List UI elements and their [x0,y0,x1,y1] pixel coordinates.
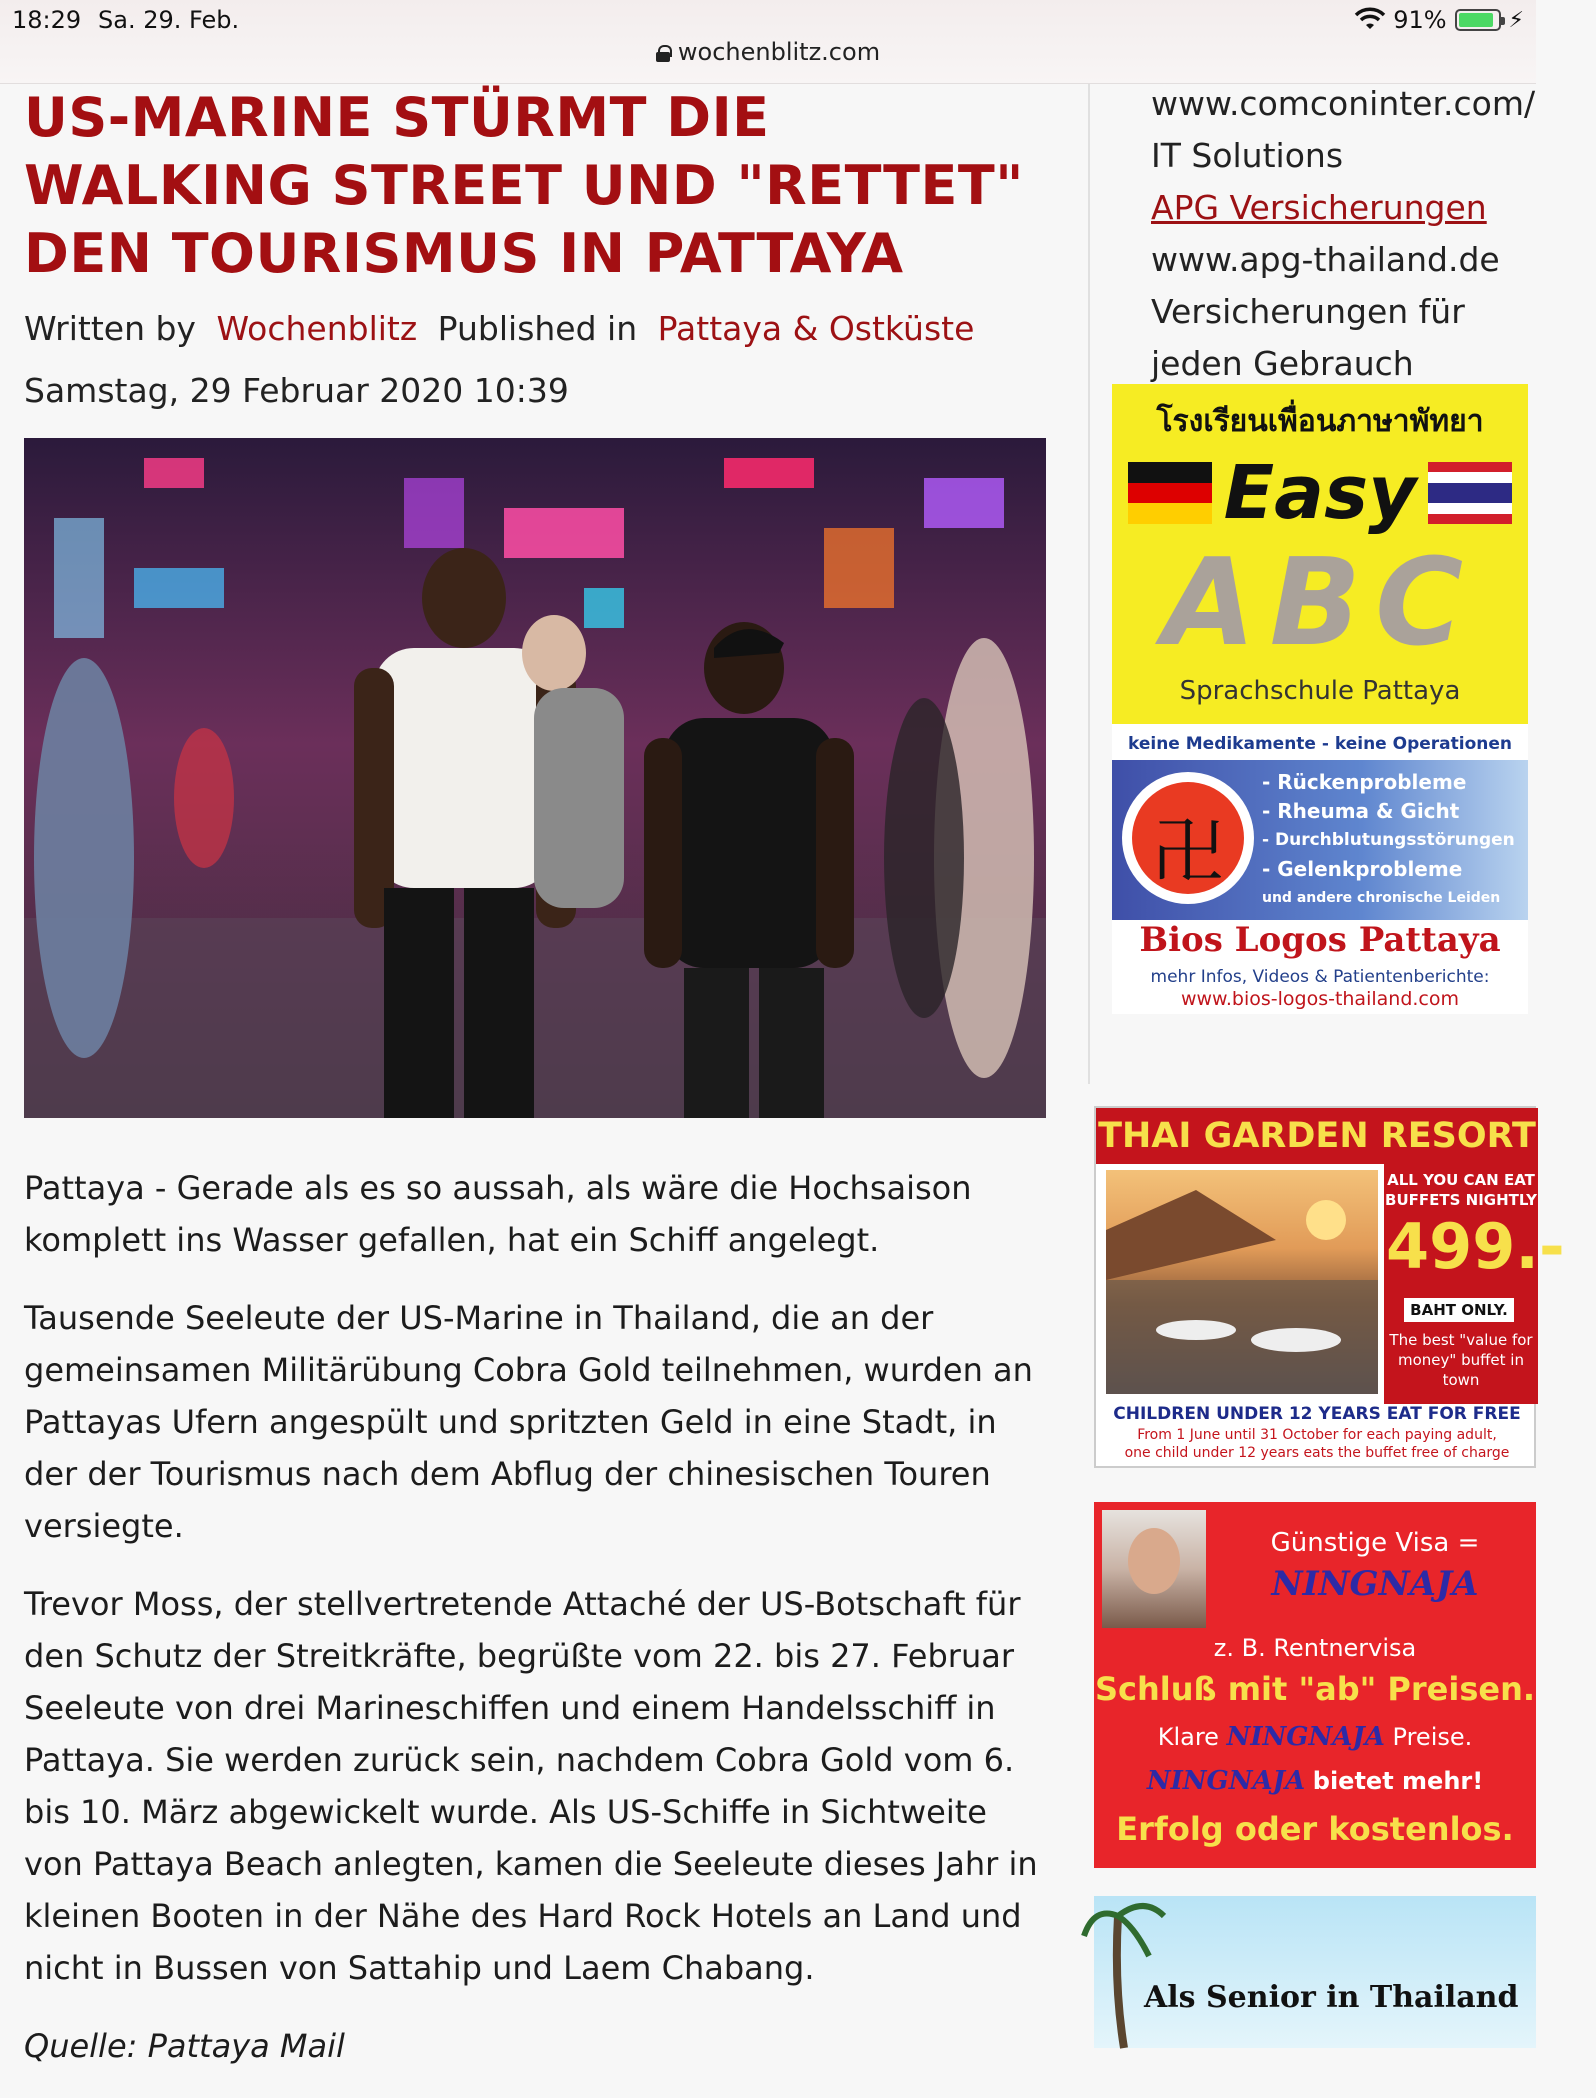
sidebar-partner-links [1151,78,1536,390]
charging-icon: ⚡ [1508,7,1524,33]
sidebar-divider [1088,84,1090,1084]
sidebar-text-line: www.comconinter.com/ [1151,84,1536,123]
abc-subtitle: Sprachschule Pattaya [1179,676,1461,706]
bios-list-extra: und andere chronische Leiden [1262,890,1501,906]
article-headline: US-MARINE STÜRMT DIE WALKING STREET UND "RETTET" DEN TOURISMUS IN PATTAYA [24,86,1024,285]
article-paragraph: Pattaya - Gerade als es so aussah, als wäre die Hochsaison komplett ins Wasser gefallen, hat ein Schiff angelegt. [24,1169,972,1259]
ad-easy-abc[interactable] [1112,384,1528,1014]
abc-easy: Easy [1223,450,1417,536]
lock-icon [656,45,670,61]
status-bar [0,0,1536,84]
abc-thai-text: โรงเรียนเพื่อนภาษาพัทยา [1156,404,1484,439]
address-bar[interactable] [0,38,1536,66]
bios-list-item: - Durchblutungsstörungen [1262,830,1515,850]
article-paragraph: Trevor Moss, der stellvertretende Attaché der US-Botschaft für den Schutz der Streitkräfte, begrüßte vom 22. bis 27. Februar Seeleute von drei Marineschiffen und einem Handelsschiff in Pattaya. Sie werden zurück sein, nachdem Cobra Gold vom 6. bis 10. März abgewickelt wurde. Als US-Schiffe in Sichtweite von Pattaya Beach anlegten, kamen die Seeleute dieses Jahr in kleinen Booten in der Nähe des Hard Rock Hotels an Land und nicht in Bussen von Sattahip und Laem Chabang. [24,1585,1038,1987]
battery-level [1459,13,1494,27]
article-meta [24,306,1044,352]
visa-line-1: Günstige Visa = [1270,1528,1480,1558]
url-text: wochenblitz.com [677,38,881,66]
visa-line-5 [1094,1766,1536,1796]
visa-line-4 [1094,1722,1536,1752]
visa-brand: NINGNAJA [1271,1564,1479,1604]
visa-brand-inline: NINGNAJA [1226,1722,1385,1752]
status-time: 18:29 [12,6,82,34]
bios-list [1262,768,1522,913]
article-body [24,1162,1044,2072]
wifi-icon [1355,9,1385,31]
bios-list-item: - Rückenprobleme [1262,770,1467,794]
bios-info [1112,966,1528,1010]
thai-baht: BAHT ONLY. [1404,1298,1514,1322]
palm-tree-icon [1094,1896,1154,2048]
apg-link[interactable]: APG Versicherungen [1151,188,1487,227]
bios-name: Bios Logos Pattaya [1139,920,1501,960]
battery-icon [1455,9,1501,31]
sidebar-text-line: jeden Gebrauch [1151,344,1414,383]
thai-title: THAI GARDEN RESORT [1096,1108,1538,1164]
senior-text: Als Senior in Thailand [1144,1980,1519,2015]
bios-panel [1112,760,1528,920]
ad-ningnaja-visa[interactable] [1094,1502,1536,1868]
sidebar-text-line: Versicherungen für [1151,292,1465,331]
sidebar-text-line: www.apg-thailand.de [1151,240,1500,279]
visa-line-6: Erfolg oder kostenlos. [1116,1810,1514,1848]
visa-line-3: Schluß mit "ab" Preisen. [1094,1670,1536,1708]
visa-line-5b: bietet mehr! [1312,1767,1484,1795]
article-date: Samstag, 29 Februar 2020 10:39 [24,371,569,410]
sidebar-text-line: IT Solutions [1151,136,1344,175]
visa-line-4a: Klare [1157,1723,1219,1751]
battery-percent: 91% [1393,6,1447,34]
thai-price: 499.- [1386,1210,1565,1283]
bios-info-text: mehr Infos, Videos & Patientenberichte: [1150,967,1490,987]
bios-list-item: - Rheuma & Gicht [1262,799,1460,823]
category-link[interactable]: Pattaya & Ostküste [657,309,975,348]
thai-best: The best "value for money" buffet in town [1389,1331,1533,1389]
thai-price-panel [1384,1164,1565,1404]
thai-small-line: From 1 June until 31 October for each paying adult, [1137,1427,1497,1443]
status-date: Sa. 29. Feb. [98,6,240,34]
thai-kids: CHILDREN UNDER 12 YEARS EAT FOR FREE [1113,1404,1521,1424]
bios-list-item: - Gelenkprobleme [1262,857,1463,881]
abc-banner [1112,384,1528,724]
visa-line-4b: Preise. [1392,1723,1473,1751]
ad-senior-thailand[interactable] [1094,1896,1536,2048]
abc-letters: ABC [1162,534,1478,673]
status-indicators [1355,6,1524,34]
bios-url: www.bios-logos-thailand.com [1180,988,1460,1010]
walking-street-photo [24,438,1046,1118]
published-label: Published in [437,309,638,348]
article [24,84,1044,2098]
article-source: Quelle: Pattaya Mail [24,2027,345,2065]
thai-photo [1106,1170,1378,1394]
article-photo[interactable] [24,438,1046,1118]
ad-thai-garden[interactable] [1094,1106,1565,1468]
thai-small-print [1096,1426,1538,1462]
author-link[interactable]: Wochenblitz [216,309,418,348]
bios-logo-icon [1122,772,1254,904]
thai-ayce: ALL YOU CAN EAT BUFFETS NIGHTLY [1385,1171,1537,1209]
thai-small-line: one child under 12 years eats the buffet free of charge [1124,1445,1510,1461]
visa-line-2: z. B. Rentnervisa [1213,1634,1417,1662]
article-paragraph: Tausende Seeleute der US-Marine in Thailand, die an der gemeinsamen Militärübung Cobra Gold teilnehmen, wurden an Pattayas Ufern angespült und spritzten Geld in eine Stadt, in der der Tourismus nach dem Abflug der chinesischen Touren versiegte. [24,1299,1033,1545]
written-by-label: Written by [24,309,196,348]
visa-brand-inline: NINGNAJA [1146,1766,1306,1796]
bios-band: keine Medikamente - keine Operationen [1112,728,1528,760]
